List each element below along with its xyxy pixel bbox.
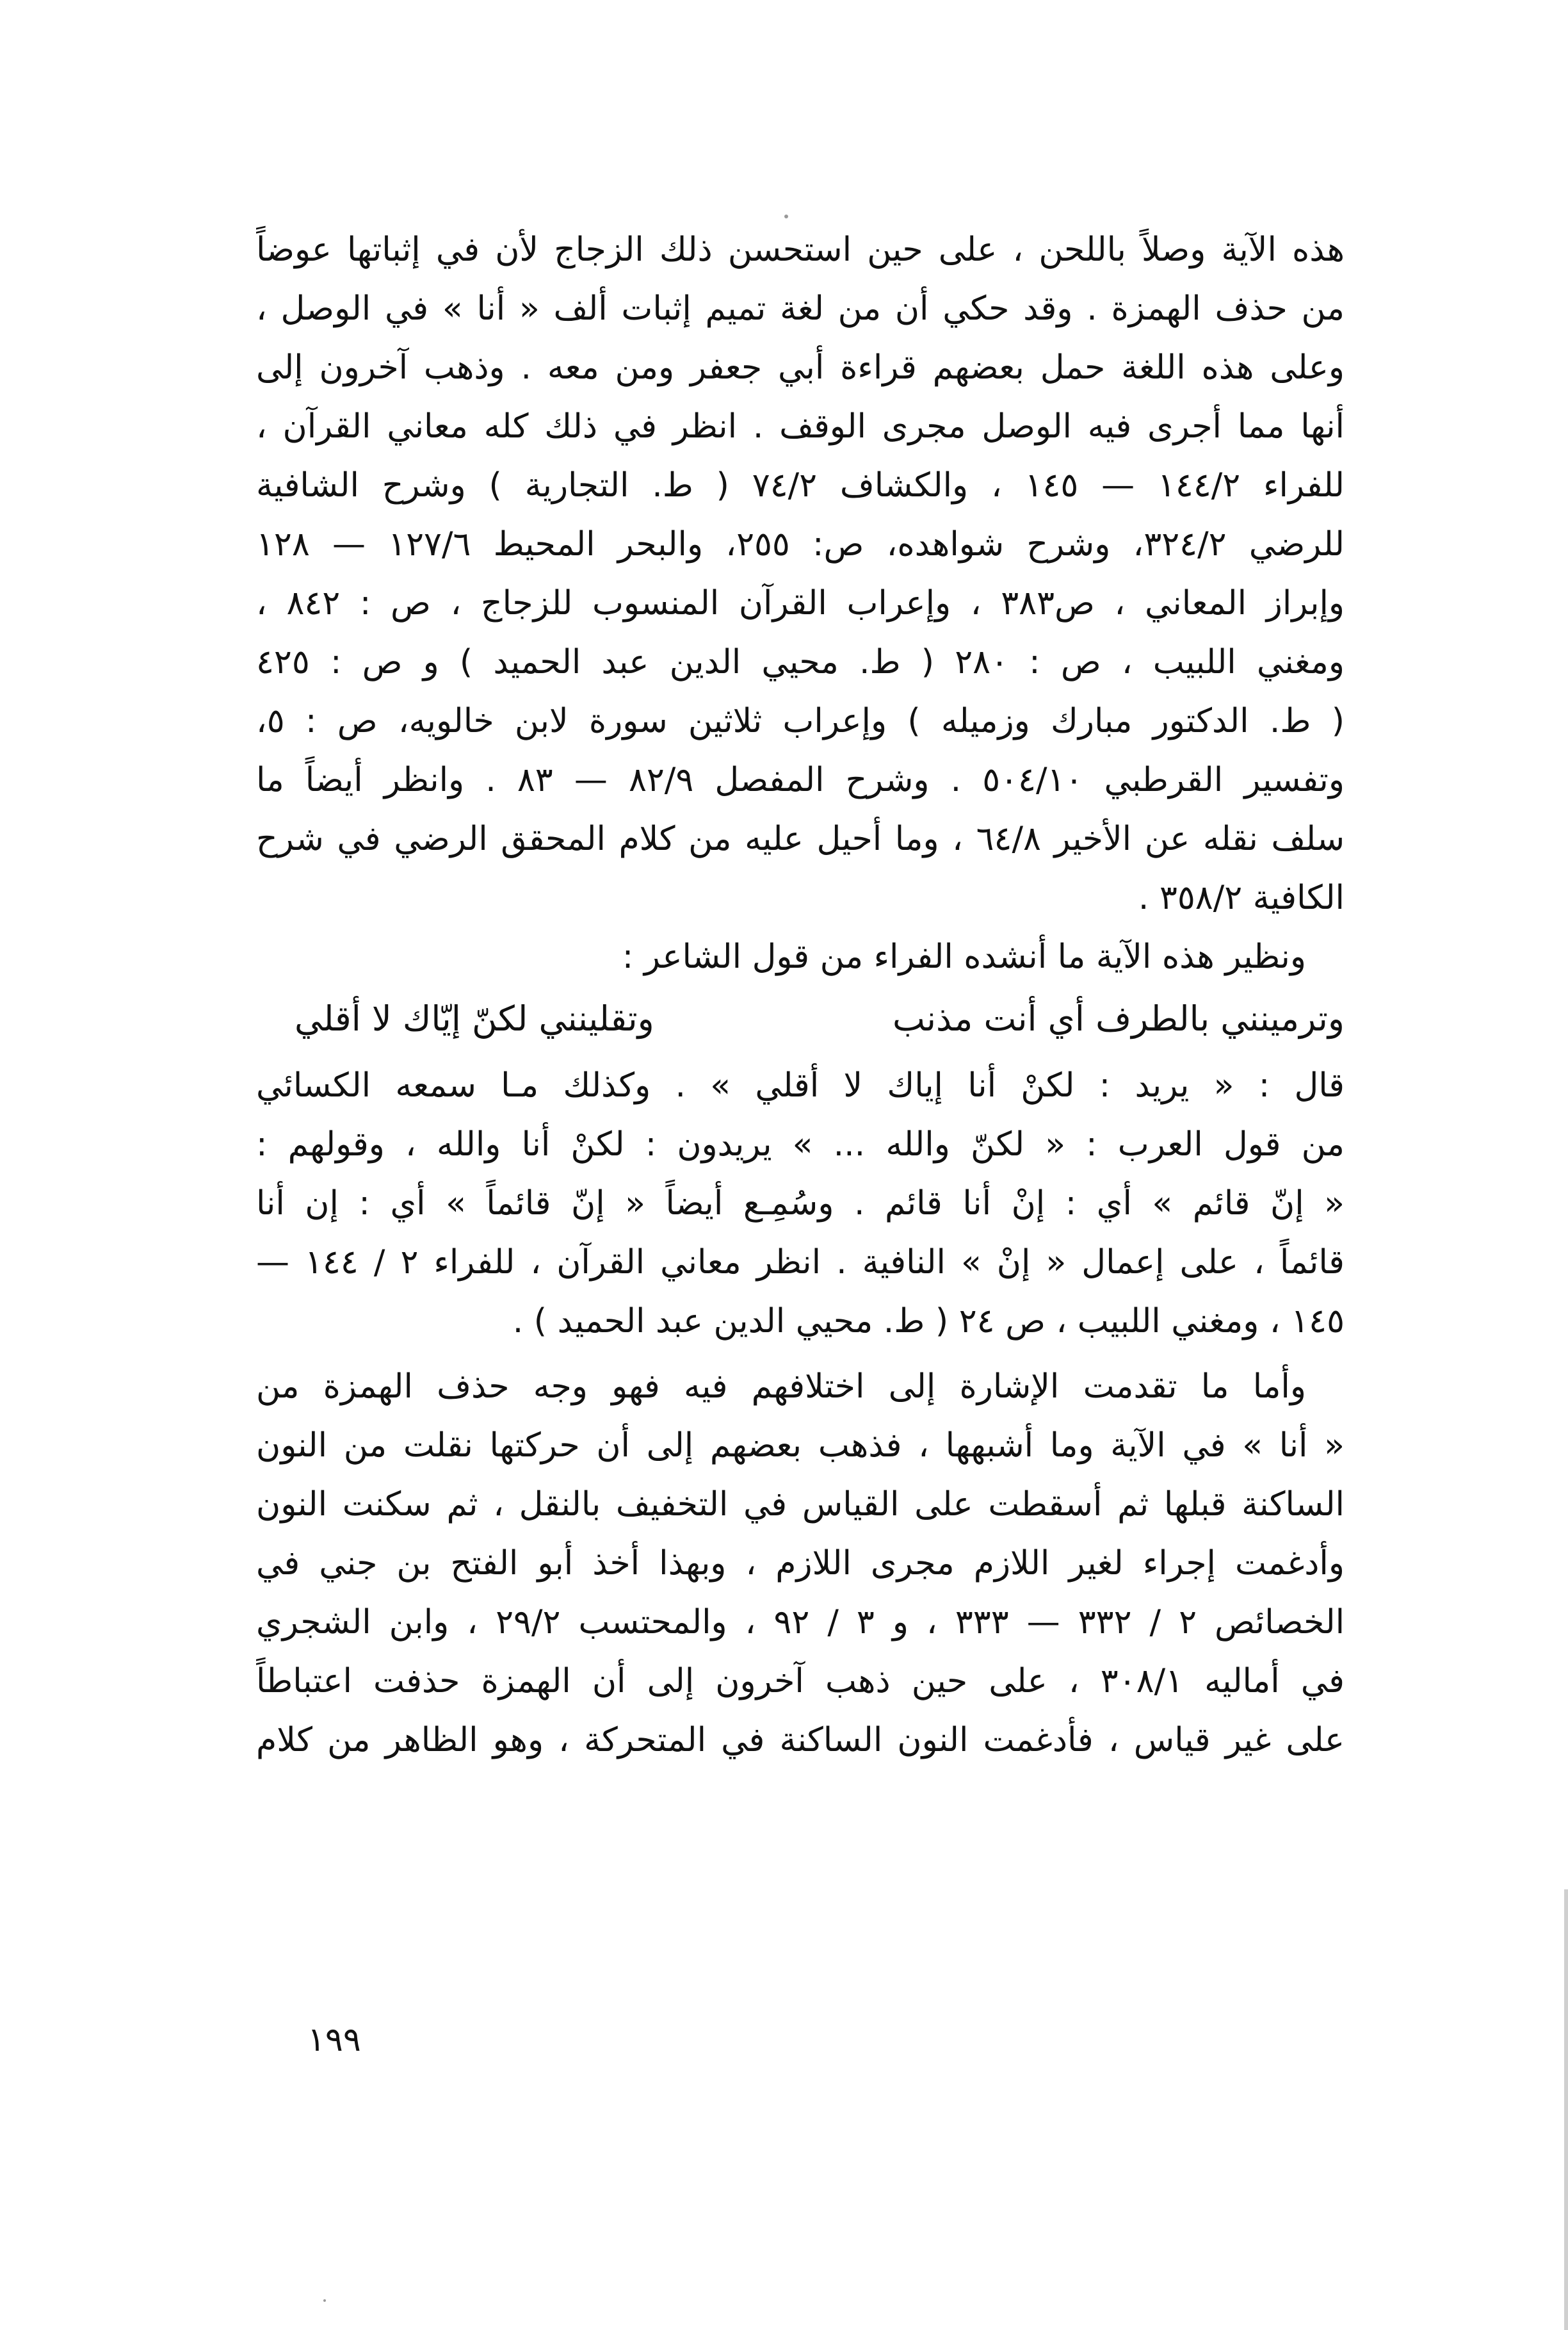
text-line: أنها مما أجرى فيه الوصل مجرى الوقف . انظر في ذلك كله معاني القرآن ،: [256, 407, 1345, 446]
text-line: من حذف الهمزة . وقد حكي أن من لغة تميم إثبات ألف « أنا » في الوصل ،: [256, 289, 1345, 328]
text-line: ومغني اللبيب ، ص : ٢٨٠ ( ط. محيي الدين عبد الحميد ) و ص : ٤٢٥: [256, 643, 1345, 681]
text-line: هذه الآية وصلاً باللحن ، على حين استحسن ذلك الزجاج لأن في إثباتها عوضاً: [256, 231, 1345, 269]
text-line: وعلى هذه اللغة حمل بعضهم قراءة أبي جعفر ومن معه . وذهب آخرون إلى: [256, 348, 1345, 387]
poetry-verse: [295, 990, 1345, 1048]
text-line: الساكنة قبلها ثم أسقطت على القياس في التخفيف بالنقل ، ثم سكنت النون: [256, 1485, 1345, 1524]
verse-first-hemistich: وترمينني بالطرف أي أنت مذنب: [892, 998, 1345, 1039]
text-line: قال : « يريد : لكنْ أنا إياك لا أقلي » . وكذلك مـا سمعه الكسائي: [256, 1066, 1345, 1105]
page-number: ١٩٩: [307, 2021, 361, 2059]
text-line: للفراء ١٤٤/٢ — ١٤٥ ، والكشاف ٧٤/٢ ( ط. التجارية ) وشرح الشافية: [256, 466, 1345, 505]
text-line: وأما ما تقدمت الإشارة إلى اختلافهم فيه فهو وجه حذف الهمزة من: [256, 1367, 1306, 1406]
text-line: ( ط. الدكتور مبارك وزميله ) وإعراب ثلاثين سورة لابن خالويه، ص : ٥،: [256, 702, 1345, 740]
text-line: « أنا » في الآية وما أشبهها ، فذهب بعضهم إلى أن حركتها نقلت من النون: [256, 1426, 1345, 1465]
text-line: ١٤٥ ، ومغني اللبيب ، ص ٢٤ ( ط. محيي الدين عبد الحميد ) .: [512, 1302, 1345, 1340]
scan-speck: [323, 2299, 326, 2302]
text-line: الخصائص ٢ / ٣٣٢ — ٣٣٣ ، و ٣ / ٩٢ ، والمحتسب ٢٩/٢ ، وابن الشجري: [256, 1603, 1345, 1642]
verse-second-hemistich: وتقلينني لكنّ إيّاك لا أقلي: [295, 998, 654, 1039]
text-line: وإبراز المعاني ، ص٣٨٣ ، وإعراب القرآن المنسوب للزجاج ، ص : ٨٤٢ ،: [256, 584, 1345, 623]
text-line: وتفسير القرطبي ٥٠٤/١٠ . وشرح المفصل ٨٢/٩ — ٨٣ . وانظر أيضاً ما: [256, 761, 1345, 799]
text-line: وأدغمت إجراء لغير اللازم مجرى اللازم ، وبهذا أخذ أبو الفتح بن جني في: [256, 1544, 1345, 1583]
text-line: من قول العرب : « لكنّ والله ... » يريدون : لكنْ أنا والله ، وقولهم :: [256, 1125, 1345, 1164]
text-line: في أماليه ٣٠٨/١ ، على حين ذهب آخرون إلى أن الهمزة حذفت اعتباطاً: [256, 1662, 1345, 1700]
text-line: قائماً ، على إعمال « إنْ » النافية . انظر معاني القرآن ، للفراء ٢ / ١٤٤ —: [256, 1243, 1345, 1282]
text-line: سلف نقله عن الأخير ٦٤/٨ ، وما أحيل عليه من كلام المحقق الرضي في شرح: [256, 820, 1345, 858]
verse-intro: ونظير هذه الآية ما أنشده الفراء من قول الشاعر :: [622, 938, 1306, 976]
text-line: الكافية ٣٥٨/٢ .: [1138, 879, 1345, 917]
scan-edge: [1564, 1889, 1568, 2330]
scan-speck: [784, 215, 788, 218]
text-line: « إنّ قائم » أي : إنْ أنا قائم . وسُمِـع أيضاً « إنّ قائماً » أي : إن أنا: [256, 1184, 1345, 1223]
text-line: للرضي ٣٢٤/٢، وشرح شواهده، ص: ٢٥٥، والبحر المحيط ١٢٧/٦ — ١٢٨: [256, 525, 1345, 564]
main-text: [256, 224, 1345, 2017]
text-line: على غير قياس ، فأدغمت النون الساكنة في المتحركة ، وهو الظاهر من كلام: [256, 1721, 1345, 1759]
